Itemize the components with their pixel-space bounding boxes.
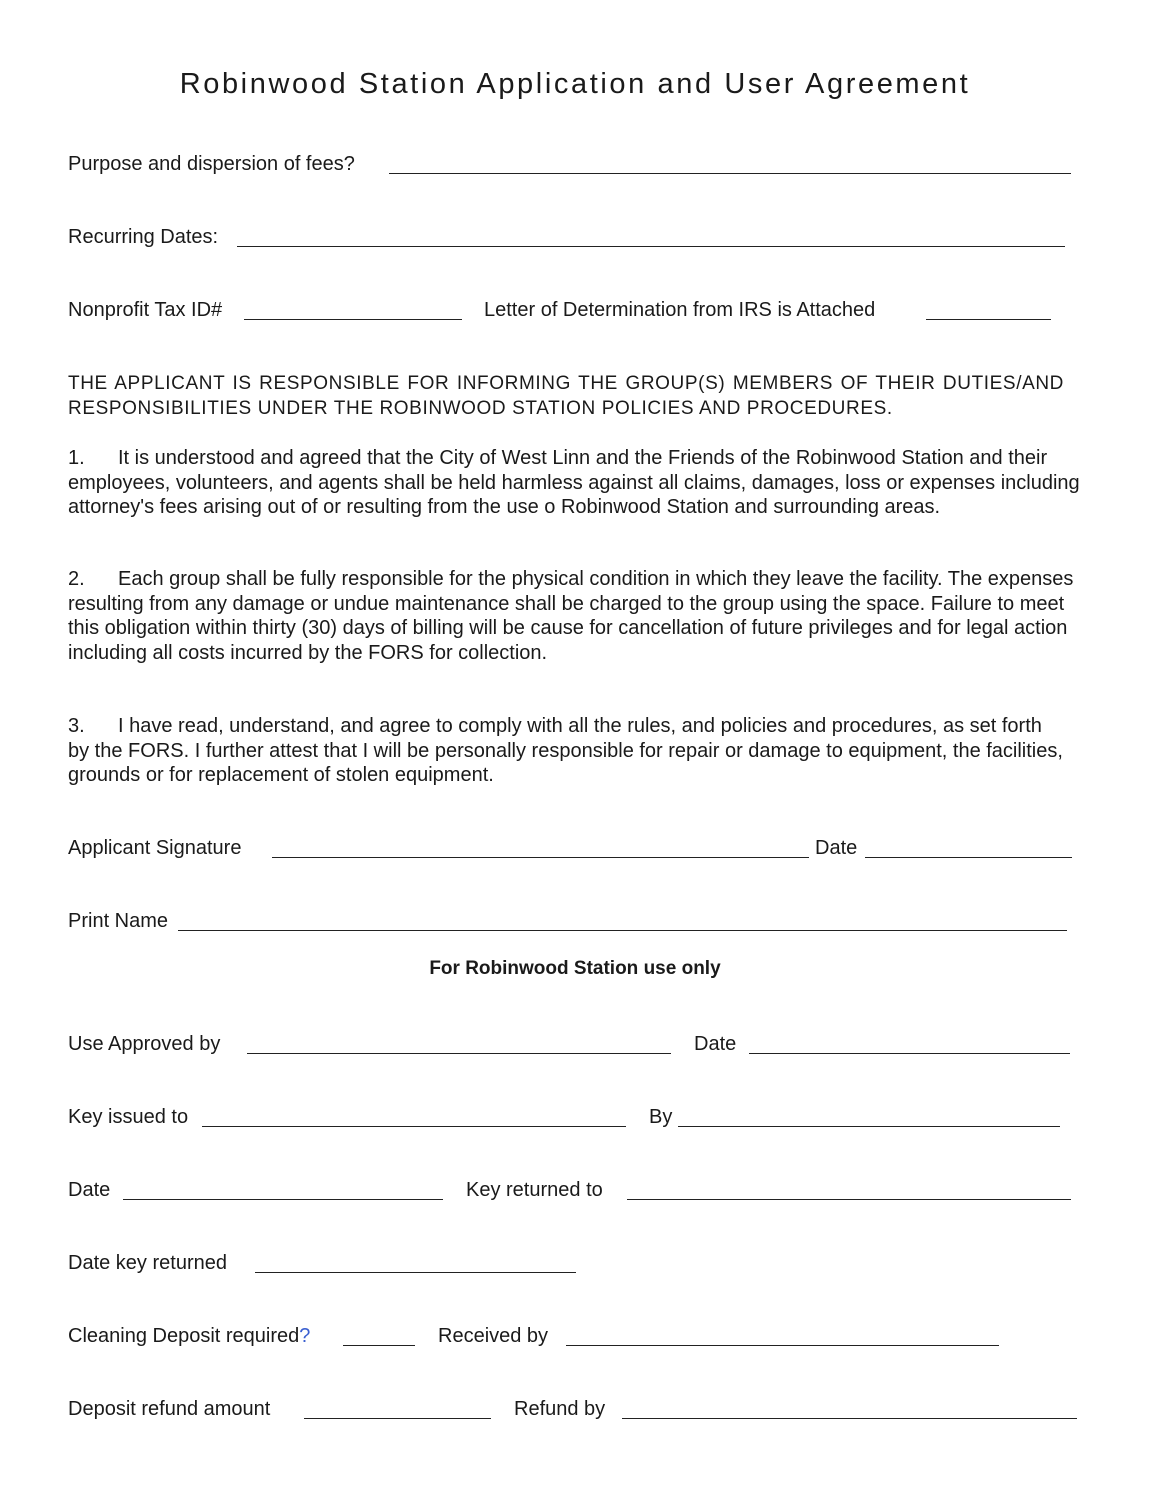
irs-letter-field[interactable] [926, 319, 1051, 320]
print-name-field[interactable] [178, 930, 1067, 931]
cleaning-deposit-text: Cleaning Deposit required [68, 1325, 300, 1347]
clause-2 [68, 567, 1083, 665]
recurring-dates-label: Recurring Dates: [68, 226, 219, 248]
clause-number: 3. [68, 715, 85, 737]
applicant-signature-label: Applicant Signature [68, 837, 242, 859]
irs-letter-label: Letter of Determination from IRS is Attached [484, 299, 876, 321]
signature-date-field[interactable] [865, 857, 1072, 858]
clause-text: It is understood and agreed that the City of West Linn and the Friends of the Robinwood Station and their employees, volunteers, and agents shall be held harmless against all claims, damages, loss or expenses including attorney's fees arising out of or resulting from the use o Robinwood Station and surrounding areas. [68, 447, 1080, 518]
key-date-field[interactable] [123, 1199, 443, 1200]
received-by-label: Received by [438, 1325, 549, 1347]
cleaning-deposit-label [68, 1324, 310, 1348]
print-name-label: Print Name [68, 910, 169, 932]
key-returned-field[interactable] [627, 1199, 1071, 1200]
cleaning-deposit-field[interactable] [343, 1345, 415, 1346]
tax-id-label: Nonprofit Tax ID# [68, 299, 223, 321]
deposit-refund-label: Deposit refund amount [68, 1398, 271, 1420]
clause-number: 1. [68, 447, 85, 469]
approval-date-field[interactable] [749, 1053, 1070, 1054]
question-mark: ? [299, 1325, 311, 1347]
purpose-field[interactable] [389, 173, 1071, 174]
date-key-returned-label: Date key returned [68, 1252, 227, 1274]
key-returned-label: Key returned to [466, 1179, 603, 1201]
tax-id-field[interactable] [244, 319, 462, 320]
key-issued-field[interactable] [202, 1126, 626, 1127]
document-title: Robinwood Station Application and User Agreement [179, 68, 971, 100]
issued-by-label: By [649, 1106, 673, 1128]
clause-1 [68, 446, 1083, 520]
use-approved-label: Use Approved by [68, 1033, 221, 1055]
issued-by-field[interactable] [678, 1126, 1060, 1127]
refund-by-label: Refund by [514, 1398, 606, 1420]
applicant-signature-field[interactable] [272, 857, 809, 858]
received-by-field[interactable] [566, 1345, 999, 1346]
clause-text: I have read, understand, and agree to comply with all the rules, and policies and procedures, as set forth by the FORS. I further attest that I will be personally responsible for repair or damage to equipment, the facilities, grounds or for replacement of stolen equipment. [68, 715, 1063, 786]
refund-by-field[interactable] [622, 1418, 1077, 1419]
use-approved-field[interactable] [247, 1053, 671, 1054]
clause-text: Each group shall be fully responsible for the physical condition in which they leave the facility. The expenses resulting from any damage or undue maintenance shall be charged to the group using the space. Failure to meet this obligation within thirty (30) days of billing will be cause for cancellation of future privileges and for legal action including all costs incurred by the FORS for collection. [68, 568, 1074, 664]
deposit-refund-field[interactable] [304, 1418, 491, 1419]
recurring-dates-field[interactable] [237, 246, 1065, 247]
clause-3 [68, 714, 1068, 788]
key-issued-label: Key issued to [68, 1106, 189, 1128]
office-use-heading: For Robinwood Station use only [429, 958, 721, 979]
date-key-returned-field[interactable] [255, 1272, 576, 1273]
key-date-label: Date [68, 1179, 111, 1201]
signature-date-label: Date [815, 837, 858, 859]
applicant-notice: THE APPLICANT IS RESPONSIBLE FOR INFORMING THE GROUP(S) MEMBERS OF THEIR DUTIES/AND RESPONSIBILITIES UNDER THE ROBINWOOD STATION POLICIES AND PROCEDURES. [68, 373, 1064, 419]
purpose-label: Purpose and dispersion of fees? [68, 153, 355, 175]
clause-number: 2. [68, 568, 85, 590]
approval-date-label: Date [694, 1033, 737, 1055]
